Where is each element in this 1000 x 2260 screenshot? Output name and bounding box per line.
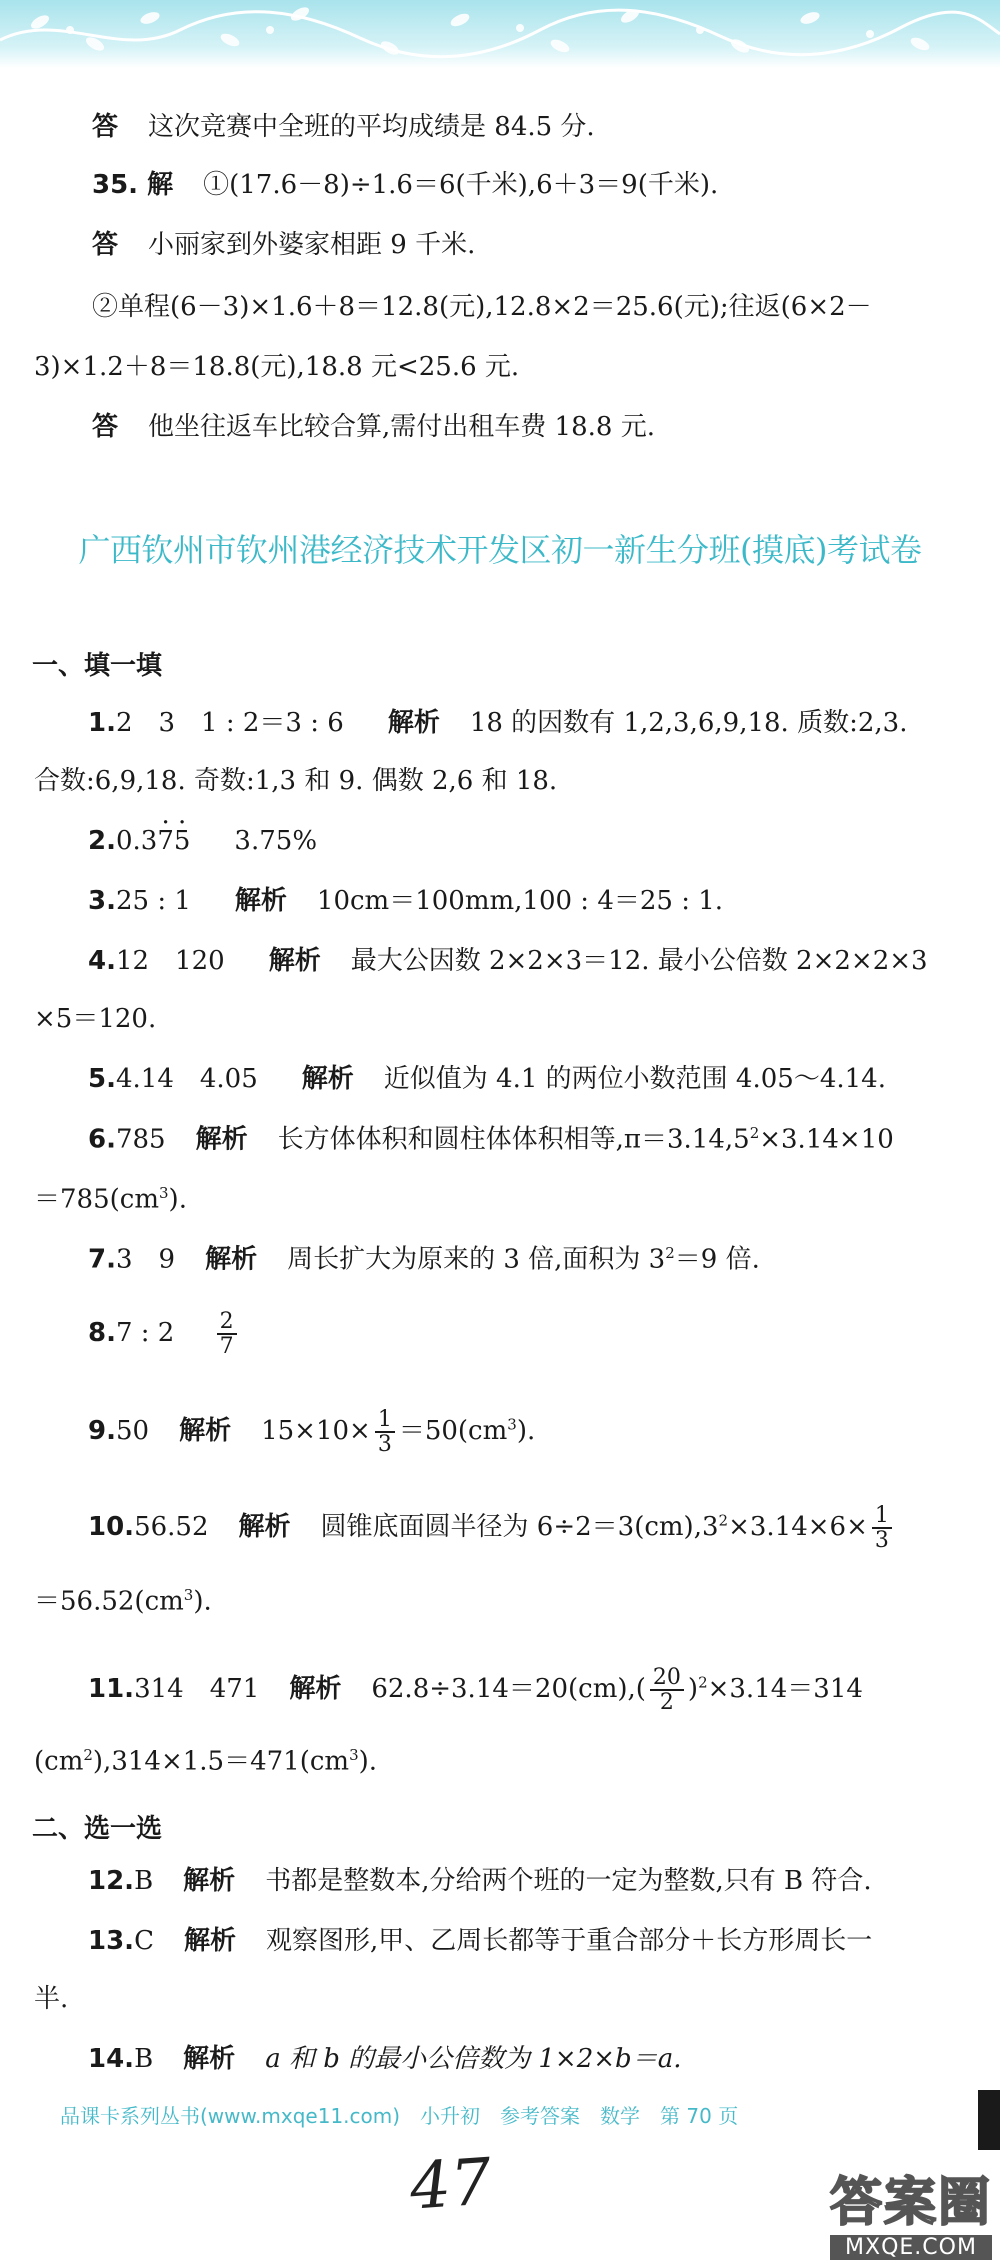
- question-7: 7.3 9 解析 周长扩大为原来的 3 倍,面积为 $3^2=9$ 倍.: [88, 1244, 760, 1275]
- fraction: $\frac{1}{3}$: [872, 1504, 892, 1552]
- question-1-cont: 合数:6,9,18. 奇数:1,3 和 9. 偶数 2,6 和 18.: [34, 766, 558, 796]
- answer-line: 答 小丽家到外婆家相距 9 千米.: [92, 230, 476, 260]
- question-2: 2.0.3· 7· 5 3.75%: [88, 826, 317, 857]
- handwritten-page-number: 47: [407, 2145, 494, 2225]
- question-3: 3.25 : 1 解析 10cm＝100mm,100 : 4＝25 : 1.: [88, 886, 724, 916]
- question-6: 6.785 解析 长方体体积和圆柱体体积相等$,\pi=3.14,5^2\times 3.14\times 10$: [88, 1124, 894, 1155]
- solution-line: 3)×1.2＋8＝18.8(元),18.8 元<25.6 元.: [34, 352, 520, 382]
- question-11-cont: $(cm^2),314\times 1.5=471(cm^3)$.: [34, 1746, 378, 1777]
- question-13-cont: 半.: [34, 1984, 69, 2014]
- vine-ornament-icon: [0, 0, 1000, 68]
- exam-title: 广西钦州市钦州港经济技术开发区初一新生分班(摸底)考试卷: [78, 531, 922, 569]
- question-13: 13.C 解析 观察图形,甲、乙周长都等于重合部分＋长方形周长一: [88, 1926, 873, 1956]
- page-footer: 品课卡系列丛书(www.mxqe11.com) 小升初 参考答案 数学 第 70 页: [60, 2104, 739, 2128]
- solution-line: ②单程(6－3)×1.6＋8＝12.8(元),12.8×2＝25.6(元);往返(6×2－: [92, 292, 872, 322]
- fraction: $\frac{20}{2}$: [650, 1666, 684, 1714]
- question-8: 8.7 : 2 $\frac{2}{7}$: [88, 1310, 241, 1358]
- question-14: 14.B 解析 a 和 b 的最小公倍数为 1×2×b＝a.: [88, 2044, 682, 2074]
- answer-line: 答 这次竞赛中全班的平均成绩是 84.5 分.: [92, 112, 595, 142]
- question-10: 10.56.52 解析 圆锥底面圆半径为 $6\div 2=3(cm),3^2\times 3.14\times 6\times$ $\frac{1}{3}$: [88, 1504, 896, 1552]
- question-12: 12.B 解析 书都是整数本,分给两个班的一定为整数,只有 B 符合.: [88, 1866, 872, 1896]
- question-4-cont: ×5＝120.: [34, 1004, 157, 1034]
- section-title: 二、选一选: [32, 1814, 163, 1844]
- question-11: 11.314 471 解析 62.8÷3.14＝20(cm),( $\frac{20}{2}$ )$^2$×3.14＝314: [88, 1665, 863, 1716]
- answer-line: 答 他坐往返车比较合算,需付出租车费 18.8 元.: [92, 412, 655, 442]
- edge-bar: [978, 2090, 1000, 2150]
- question-9: 9.50 解析 15×10× $\frac{1}{3}$ $=50(cm^3)$.: [88, 1407, 536, 1458]
- fraction: $\frac{2}{7}$: [217, 1310, 237, 1358]
- solution-35-line: 35. 解 ①(17.6－8)÷1.6＝6(千米),6＋3＝9(千米).: [92, 170, 719, 200]
- fraction: $\frac{1}{3}$: [375, 1408, 395, 1456]
- question-5: 5.4.14 4.05 解析 近似值为 4.1 的两位小数范围 4.05～4.14.: [88, 1064, 886, 1094]
- question-4: 4.12 120 解析 最大公因数 2×2×3＝12. 最小公倍数 2×2×2×3: [88, 946, 928, 976]
- question-6-cont: $=785(cm^3)$.: [34, 1184, 187, 1215]
- section-title: 一、填一填: [32, 651, 163, 681]
- question-10-cont: $=56.52(cm^3)$.: [34, 1586, 212, 1617]
- question-1: 1.2 3 1 : 2＝3 : 6 解析 18 的因数有 1,2,3,6,9,18. 质数:2,3.: [88, 708, 908, 738]
- header-decoration: [0, 0, 1000, 68]
- site-watermark: 答案圈 MXQE.COM: [829, 2173, 992, 2260]
